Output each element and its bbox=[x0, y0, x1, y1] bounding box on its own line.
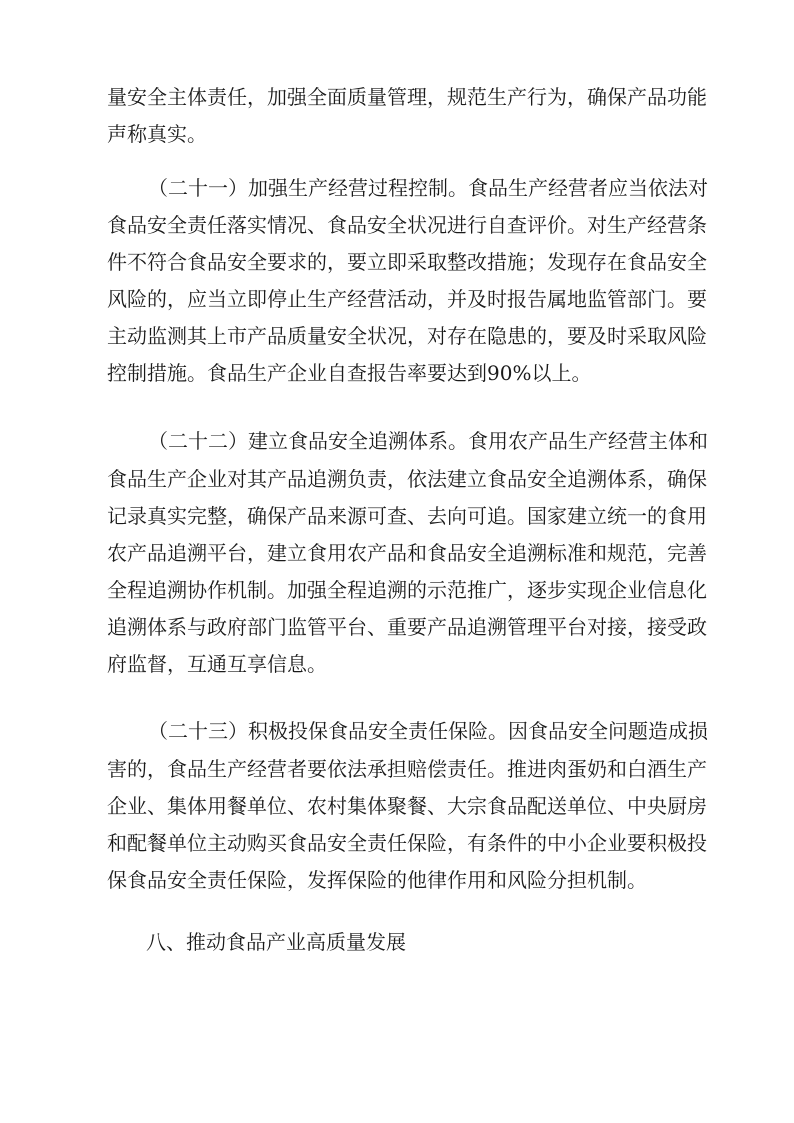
paragraph-line: 害的，食品生产经营者要依法承担赔偿责任。推进肉蛋奶和白酒生产 bbox=[107, 757, 707, 781]
paragraph-line: 风险的，应当立即停止生产经营活动，并及时报告属地监管部门。要 bbox=[107, 287, 707, 311]
paragraph-line: 记录真实完整，确保产品来源可查、去向可追。国家建立统一的食用 bbox=[107, 504, 707, 528]
paragraph-line: （二十三）积极投保食品安全责任保险。因食品安全问题造成损 bbox=[148, 719, 708, 743]
paragraph-line: 控制措施。食品生产企业自查报告率要达到90%以上。 bbox=[107, 361, 592, 385]
paragraph-line: 和配餐单位主动购买食品安全责任保险，有条件的中小企业要积极投 bbox=[107, 831, 707, 855]
paragraph-line: 声称真实。 bbox=[107, 122, 207, 146]
section-heading: 八、推动食品产业高质量发展 bbox=[146, 930, 406, 954]
paragraph-line: 件不符合食品安全要求的，要立即采取整改措施；发现存在食品安全 bbox=[107, 250, 707, 274]
paragraph-line: 保食品安全责任保险，发挥保险的他律作用和风险分担机制。 bbox=[107, 868, 647, 892]
paragraph-line: 食品安全责任落实情况、食品安全状况进行自查评价。对生产经营条 bbox=[107, 213, 707, 237]
paragraph-line: 量安全主体责任，加强全面质量管理，规范生产行为，确保产品功能 bbox=[107, 85, 707, 109]
paragraph-line: 企业、集体用餐单位、农村集体聚餐、大宗食品配送单位、中央厨房 bbox=[107, 794, 707, 818]
paragraph-line: 追溯体系与政府部门监管平台、重要产品追溯管理平台对接，接受政 bbox=[107, 615, 707, 639]
paragraph-line: 全程追溯协作机制。加强全程追溯的示范推广，逐步实现企业信息化 bbox=[107, 578, 707, 602]
paragraph-line: （二十二）建立食品安全追溯体系。食用农产品生产经营主体和 bbox=[148, 429, 708, 453]
paragraph-line: 食品生产企业对其产品追溯负责，依法建立食品安全追溯体系，确保 bbox=[107, 467, 707, 491]
paragraph-line: 农产品追溯平台，建立食用农产品和食品安全追溯标准和规范，完善 bbox=[107, 541, 707, 565]
paragraph-line: 主动监测其上市产品质量安全状况，对存在隐患的，要及时采取风险 bbox=[107, 324, 707, 348]
paragraph-line: （二十一）加强生产经营过程控制。食品生产经营者应当依法对 bbox=[148, 176, 708, 200]
paragraph-line: 府监督，互通互享信息。 bbox=[107, 652, 327, 676]
